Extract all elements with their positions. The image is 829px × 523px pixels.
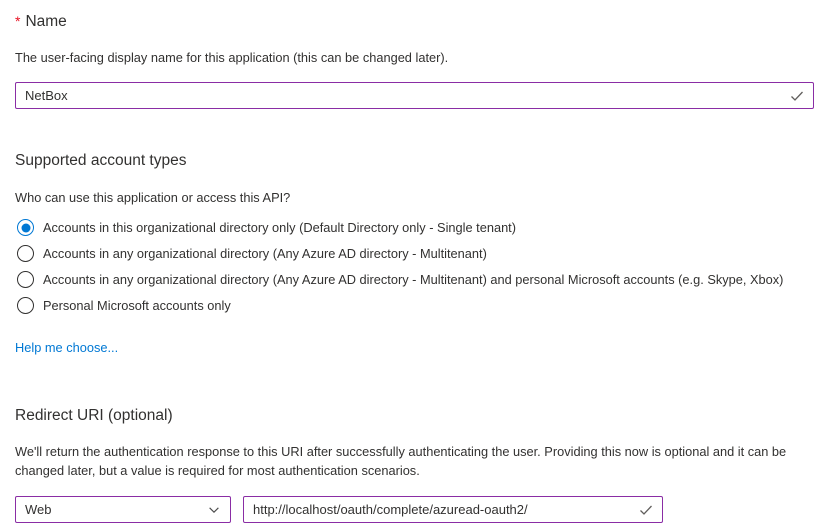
account-type-option-single-tenant[interactable] bbox=[17, 219, 814, 236]
account-type-option-multitenant-personal[interactable] bbox=[17, 271, 814, 288]
redirect-uri-description: We'll return the authentication response to this URI after successfully authenticating the user. Providing this now is optional and it can be changed later, but a value is required for most authentication scenarios. bbox=[15, 444, 787, 478]
account-types-question: Who can use this application or access this API? bbox=[15, 190, 291, 205]
name-description: The user-facing display name for this application (this can be changed later). bbox=[15, 50, 449, 65]
name-title-text: Name bbox=[25, 13, 67, 30]
required-asterisk: * bbox=[15, 13, 21, 29]
platform-select-dropdown[interactable] bbox=[15, 496, 231, 523]
help-me-choose-link[interactable]: Help me choose... bbox=[15, 340, 119, 355]
account-type-option-multitenant[interactable] bbox=[17, 245, 814, 262]
platform-select-value: Web bbox=[25, 502, 52, 517]
name-section-title bbox=[15, 11, 814, 32]
account-types-title: Supported account types bbox=[15, 152, 187, 169]
radio-icon[interactable] bbox=[17, 245, 34, 262]
account-type-radio-group bbox=[15, 219, 814, 314]
uri-input-wrap bbox=[243, 496, 663, 523]
radio-icon[interactable] bbox=[17, 271, 34, 288]
radio-label: Personal Microsoft accounts only bbox=[43, 298, 231, 313]
chevron-down-icon bbox=[207, 503, 221, 517]
redirect-uri-title: Redirect URI (optional) bbox=[15, 407, 173, 424]
name-input[interactable] bbox=[15, 82, 814, 109]
radio-label: Accounts in any organizational directory (Any Azure AD directory - Multitenant) and personal Microsoft accounts (e.g. Skype, Xbox) bbox=[43, 272, 784, 287]
redirect-uri-section bbox=[15, 406, 814, 523]
account-type-option-personal-only[interactable] bbox=[17, 297, 814, 314]
redirect-uri-row bbox=[15, 496, 814, 523]
radio-label: Accounts in this organizational directory only (Default Directory only - Single tenant) bbox=[43, 220, 516, 235]
radio-label: Accounts in any organizational directory (Any Azure AD directory - Multitenant) bbox=[43, 246, 487, 261]
radio-icon[interactable] bbox=[17, 297, 34, 314]
name-input-wrap bbox=[15, 82, 814, 109]
radio-selected-icon[interactable] bbox=[17, 219, 34, 236]
supported-account-types-section bbox=[15, 151, 814, 357]
redirect-uri-input[interactable] bbox=[243, 496, 663, 523]
